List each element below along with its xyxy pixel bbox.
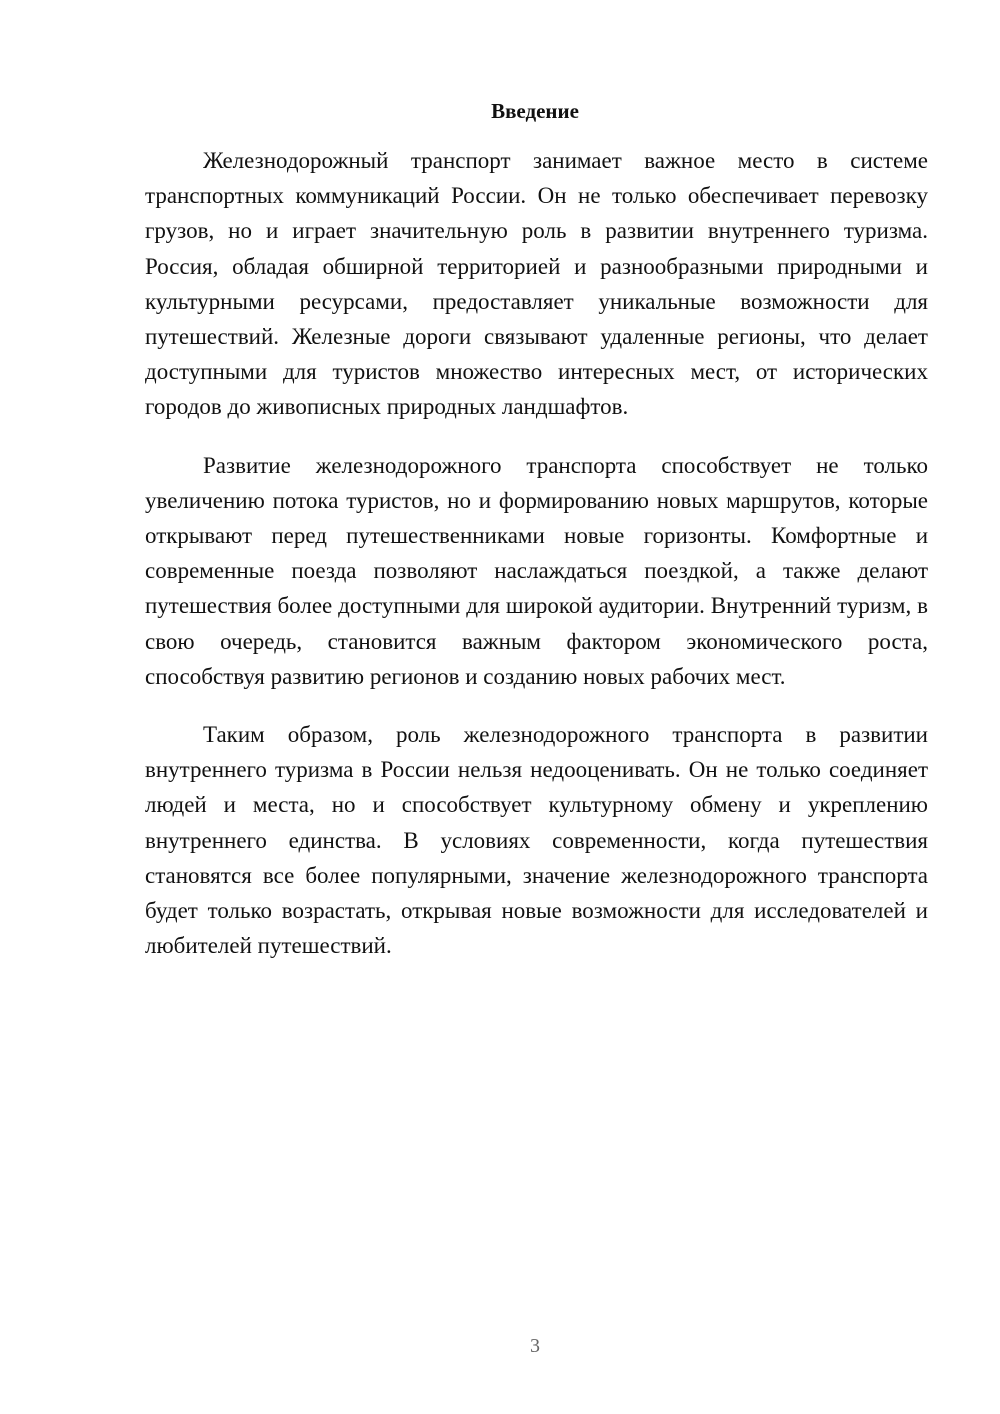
page-number: 3 [530, 1335, 540, 1357]
paragraph-1: Железнодорожный транспорт занимает важное место в системе транспортных коммуникаций России. Он не только обеспечивает перевозку грузов, но и играет значительную роль в развитии внутреннего туризма. Россия, обладая обширной территорией и разнообразными природными и культурными ресурсами, предоставляет уникальные возможности для путешествий. Железные дороги связывают удаленные регионы, что делает доступными для туристов множество интересных мест, от исторических городов до живописных природных ландшафтов. [145, 148, 928, 420]
body-text [145, 143, 928, 986]
paragraph-2: Развитие железнодорожного транспорта способствует не только увеличению потока туристов, но и формированию новых маршрутов, которые открывают перед путешественниками новые горизонты. Комфортные и современные поезда позволяют наслаждаться поездкой, а также делают путешествия более доступными для широкой аудитории. Внутренний туризм, в свою очередь, становится важным фактором экономического роста, способствуя развитию регионов и созданию новых рабочих мест. [145, 452, 928, 689]
paragraph-3: Таким образом, роль железнодорожного транспорта в развитии внутреннего туризма в России нельзя недооценивать. Он не только соединяет людей и места, но и способствует культурному обмену и укреплению внутреннего единства. В условиях современности, когда путешествия становятся все более популярными, значение железнодорожного транспорта будет только возрастать, открывая новые возможности для исследователей и любителей путешествий. [145, 722, 928, 959]
page-title: Введение [491, 99, 579, 123]
